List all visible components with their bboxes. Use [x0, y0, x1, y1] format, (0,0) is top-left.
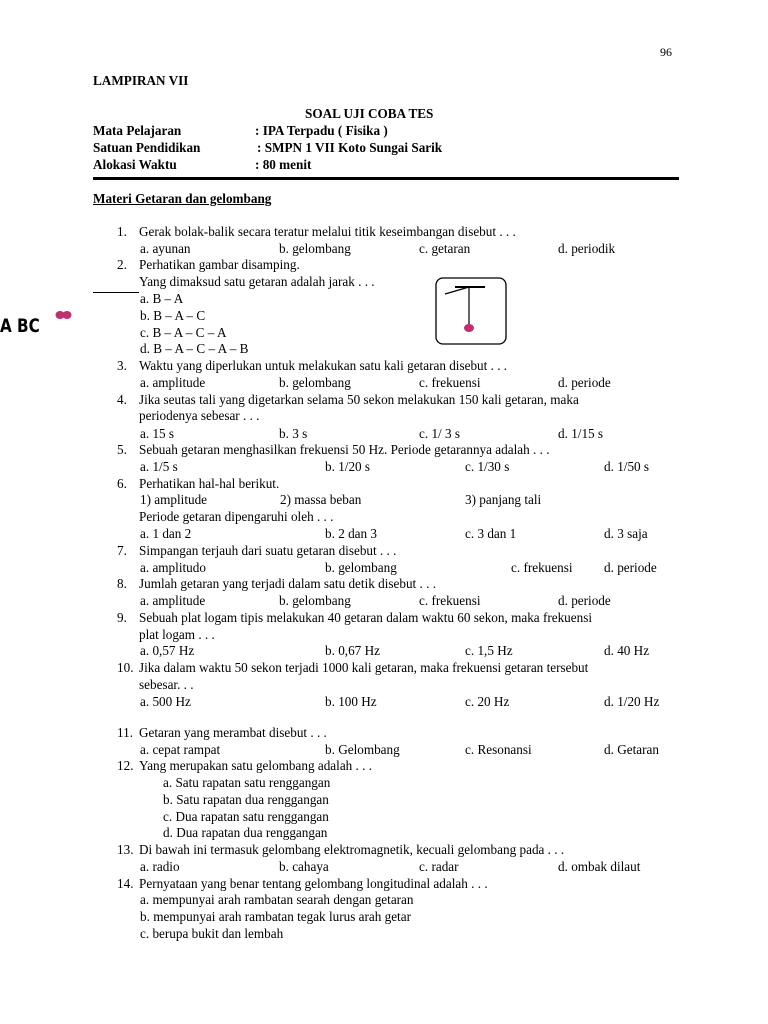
question-text: Perhatikan gambar disamping. — [139, 257, 300, 272]
page-number: 96 — [660, 45, 672, 59]
option-a: a. 0,57 Hz — [140, 643, 195, 658]
section-title: Materi Getaran dan gelombang — [93, 191, 272, 206]
question-number: 2. — [117, 257, 127, 272]
question-number: 8. — [117, 576, 127, 591]
option-d: d. periodik — [558, 241, 616, 256]
meta-value-time: : 80 menit — [255, 157, 312, 172]
margin-bob-icon — [54, 309, 74, 321]
question-number: 5. — [117, 442, 127, 457]
option-c: c. 20 Hz — [465, 694, 510, 709]
question-text: Waktu yang diperlukan untuk melakukan satu kali getaran disebut . . . — [139, 358, 508, 373]
question-number: 14. — [117, 876, 134, 891]
option-c: c. Dua rapatan satu renggangan — [163, 809, 329, 824]
option-d: d. ombak dilaut — [558, 859, 641, 874]
option-a: a. 15 s — [140, 426, 175, 441]
option-d: d. periode — [558, 375, 611, 390]
question-text: Gerak bolak-balik secara teratur melalui titik keseimbangan disebut . . . — [139, 224, 516, 239]
option-d: d. Dua rapatan dua renggangan — [163, 825, 328, 840]
question-text: Jika dalam waktu 50 sekon terjadi 1000 kali getaran, maka frekuensi getaran tersebut — [139, 660, 589, 675]
option-b: b. 2 dan 3 — [325, 526, 378, 541]
margin-line — [93, 292, 139, 293]
option-a: a. 500 Hz — [140, 694, 191, 709]
list-item: 3) panjang tali — [465, 492, 542, 507]
option-c: c. B – A – C – A — [140, 325, 227, 340]
option-a: a. Satu rapatan satu renggangan — [163, 775, 331, 790]
option-a: a. B – A — [140, 291, 184, 306]
meta-value-subject: : IPA Terpadu ( Fisika ) — [255, 123, 388, 138]
option-d: d. B – A – C – A – B — [140, 341, 249, 356]
question-number: 7. — [117, 543, 127, 558]
question-text-cont: Yang dimaksud satu getaran adalah jarak . . . — [139, 274, 375, 289]
option-b: b. 1/20 s — [325, 459, 371, 474]
option-c: c. radar — [419, 859, 459, 874]
option-a: a. radio — [140, 859, 180, 874]
question-text: Perhatikan hal-hal berikut. — [139, 476, 280, 491]
option-d: d. 1/15 s — [558, 426, 604, 441]
option-a: a. amplitudo — [140, 560, 206, 575]
option-b: b. Satu rapatan dua renggangan — [163, 792, 329, 807]
option-a: a. 1 dan 2 — [140, 526, 192, 541]
question-text: Yang merupakan satu gelombang adalah . . . — [139, 758, 373, 773]
meta-label-school: Satuan Pendidikan — [93, 140, 201, 155]
option-d: d. 1/20 Hz — [604, 694, 660, 709]
option-d: d. 1/50 s — [604, 459, 650, 474]
option-c: c. frekuensi — [419, 375, 481, 390]
question-text-cont: plat logam . . . — [139, 627, 215, 642]
meta-label-time: Alokasi Waktu — [93, 157, 177, 172]
option-c: c. getaran — [419, 241, 471, 256]
question-text: Sebuah plat logam tipis melakukan 40 getaran dalam waktu 60 sekon, maka frekuensi — [139, 610, 593, 625]
question-number: 13. — [117, 842, 134, 857]
option-b: b. B – A – C — [140, 308, 206, 323]
option-b: b. gelombang — [325, 560, 397, 575]
option-b: b. 3 s — [279, 426, 308, 441]
question-text-cont: periodenya sebesar . . . — [139, 408, 260, 423]
question-number: 12. — [117, 758, 134, 773]
option-a: a. ayunan — [140, 241, 191, 256]
question-text-cont: Periode getaran dipengaruhi oleh . . . — [139, 509, 334, 524]
option-b: b. cahaya — [279, 859, 329, 874]
option-a: a. amplitude — [140, 593, 206, 608]
option-b: b. 0,67 Hz — [325, 643, 380, 658]
option-c: c. 1/ 3 s — [419, 426, 461, 441]
option-b: b. gelombang — [279, 593, 351, 608]
list-item: 1) amplitude — [140, 492, 208, 507]
question-number: 9. — [117, 610, 127, 625]
question-text: Jika seutas tali yang digetarkan selama 50 sekon melakukan 150 kali getaran, maka — [139, 392, 579, 407]
option-d: d. periode — [604, 560, 657, 575]
question-text: Di bawah ini termasuk gelombang elektromagnetik, kecuali gelombang pada . . . — [139, 842, 565, 857]
option-c: c. frekuensi — [419, 593, 481, 608]
question-text: Jumlah getaran yang terjadi dalam satu detik disebut . . . — [139, 576, 437, 591]
option-c: c. 1,5 Hz — [465, 643, 513, 658]
meta-value-school: : SMPN 1 VII Koto Sungai Sarik — [257, 140, 443, 155]
margin-label: A BC — [0, 315, 40, 337]
option-c: c. berupa bukit dan lembah — [140, 926, 284, 941]
question-text: Sebuah getaran menghasilkan frekuensi 50 Hz. Periode getarannya adalah . . . — [139, 442, 550, 457]
option-b: b. gelombang — [279, 241, 351, 256]
option-d: d. 3 saja — [604, 526, 648, 541]
question-number: 1. — [117, 224, 127, 239]
question-text: Pernyataan yang benar tentang gelombang longitudinal adalah . . . — [139, 876, 488, 891]
option-d: d. Getaran — [604, 742, 659, 757]
option-a: a. 1/5 s — [140, 459, 178, 474]
option-b: b. 100 Hz — [325, 694, 377, 709]
header-rule — [93, 177, 679, 180]
question-number: 10. — [117, 660, 134, 675]
meta-label-subject: Mata Pelajaran — [93, 123, 182, 138]
pendulum-figure — [435, 277, 507, 345]
option-c: c. 1/30 s — [465, 459, 510, 474]
question-text-cont: sebesar. . . — [139, 677, 194, 692]
option-a: a. amplitude — [140, 375, 206, 390]
question-number: 11. — [117, 725, 133, 740]
option-b: b. gelombang — [279, 375, 351, 390]
option-a: a. mempunyai arah rambatan searah dengan getaran — [140, 892, 414, 907]
option-d: d. periode — [558, 593, 611, 608]
page-title: SOAL UJI COBA TES — [305, 106, 434, 121]
question-number: 4. — [117, 392, 127, 407]
question-text: Simpangan terjauh dari suatu getaran disebut . . . — [139, 543, 397, 558]
option-b: b. mempunyai arah rambatan tegak lurus arah getar — [140, 909, 411, 924]
appendix-label: LAMPIRAN VII — [93, 73, 189, 88]
option-b: b. Gelombang — [325, 742, 400, 757]
option-a: a. cepat rampat — [140, 742, 221, 757]
option-c: c. Resonansi — [465, 742, 532, 757]
option-c: c. frekuensi — [511, 560, 573, 575]
option-d: d. 40 Hz — [604, 643, 650, 658]
question-number: 6. — [117, 476, 127, 491]
list-item: 2) massa beban — [280, 492, 362, 507]
option-c: c. 3 dan 1 — [465, 526, 517, 541]
question-number: 3. — [117, 358, 127, 373]
question-text: Getaran yang merambat disebut . . . — [139, 725, 327, 740]
